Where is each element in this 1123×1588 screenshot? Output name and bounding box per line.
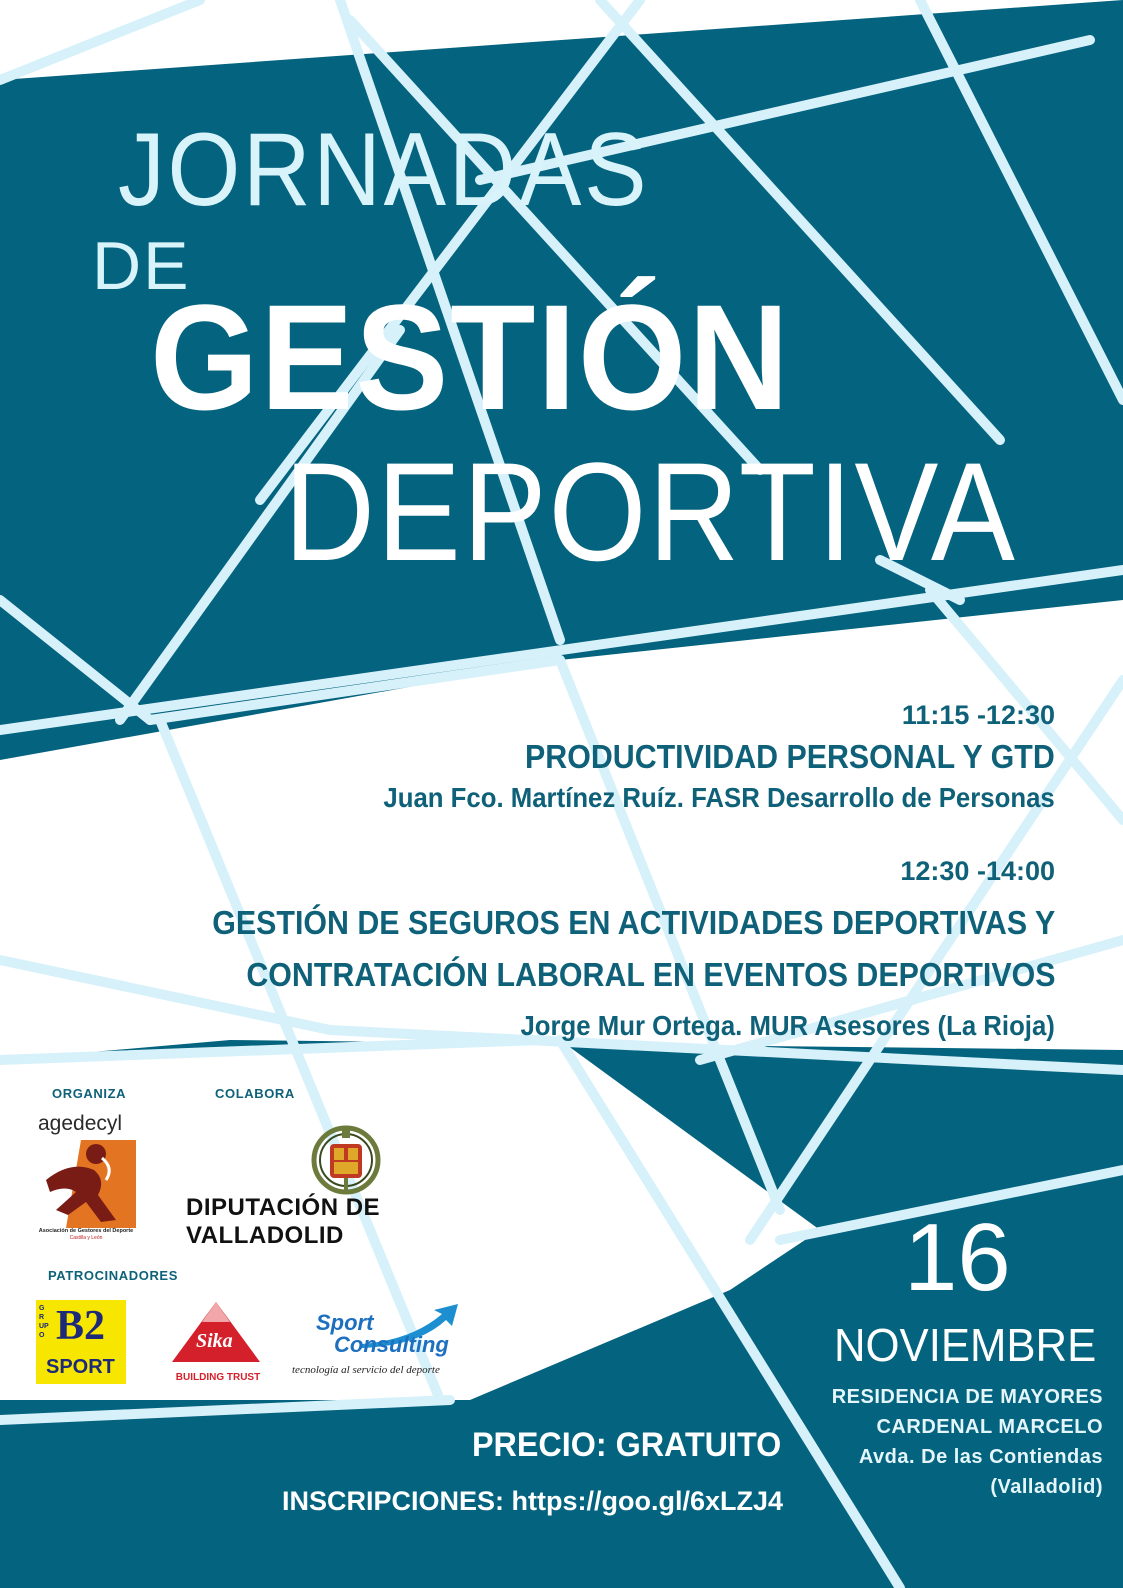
title-jornadas: JORNADAS — [118, 112, 650, 228]
session-2-title-line-1: GESTIÓN DE SEGUROS EN ACTIVIDADES DEPORTIVAS Y — [212, 904, 1055, 941]
event-day: 16 — [904, 1204, 1011, 1311]
title-gestion: GESTIÓN — [150, 273, 791, 441]
venue-line-3: Avda. De las Contiendas — [858, 1446, 1103, 1468]
session-1-title: PRODUCTIVIDAD PERSONAL Y GTD — [525, 738, 1055, 775]
sport-consulting-line2: Consulting — [334, 1332, 449, 1357]
agedecyl-name: agedecyl — [38, 1112, 123, 1135]
session-2-title-line-2: CONTRATACIÓN LABORAL EN EVENTOS DEPORTIVOS — [245, 956, 1055, 993]
event-month: NOVIEMBRE — [834, 1319, 1097, 1371]
b2sport-vertical-text: GRUPO — [39, 1305, 49, 1339]
session-1-time: 11:15 -12:30 — [901, 700, 1055, 730]
agedecyl-region: Castilla y León — [69, 1235, 103, 1241]
b2sport-text: SPORT — [46, 1356, 115, 1378]
sport-consulting-logo — [292, 1304, 472, 1384]
diputacion-name: DIPUTACIÓN DE VALLADOLID — [186, 1194, 381, 1249]
session-2-time: 12:30 -14:00 — [900, 856, 1055, 886]
title-deportiva: DEPORTIVA — [284, 433, 1017, 590]
sika-logo — [166, 1300, 266, 1386]
sika-mark: Sika — [196, 1330, 233, 1352]
agedecyl-logo — [36, 1112, 136, 1240]
registration — [282, 1486, 783, 1517]
title-de: DE — [92, 228, 191, 304]
agedecyl-subtitle: Asociación de Gestores del Deporte — [38, 1228, 134, 1234]
sika-tagline: BUILDING TRUST — [175, 1372, 261, 1383]
agedecyl-emblem-icon — [36, 1140, 136, 1228]
venue-line-4: (Valladolid) — [990, 1476, 1103, 1498]
label-colabora: COLABORA — [215, 1086, 295, 1101]
venue-line-1: RESIDENCIA DE MAYORES — [831, 1386, 1103, 1408]
registration-label: INSCRIPCIONES: — [282, 1486, 505, 1516]
sport-consulting-line1: Sport — [316, 1310, 374, 1335]
session-1-speaker: Juan Fco. Martínez Ruíz. FASR Desarrollo de Personas — [383, 782, 1055, 813]
session-2-speaker: Jorge Mur Ortega. MUR Asesores (La Rioja) — [520, 1010, 1055, 1041]
venue-line-2: CARDENAL MARCELO — [876, 1416, 1103, 1438]
price-text: PRECIO: GRATUITO — [472, 1426, 782, 1464]
label-organiza: ORGANIZA — [52, 1086, 127, 1101]
b2sport-logo — [36, 1300, 126, 1384]
sport-consulting-tagline: tecnología al servicio del deporte — [292, 1364, 440, 1376]
coat-of-arms-icon — [308, 1124, 384, 1196]
b2sport-mark: B2 — [56, 1303, 106, 1349]
registration-link[interactable]: https://goo.gl/6xLZJ4 — [511, 1486, 784, 1516]
label-patrocinadores: PATROCINADORES — [48, 1268, 178, 1283]
diputacion-logo — [186, 1124, 506, 1249]
